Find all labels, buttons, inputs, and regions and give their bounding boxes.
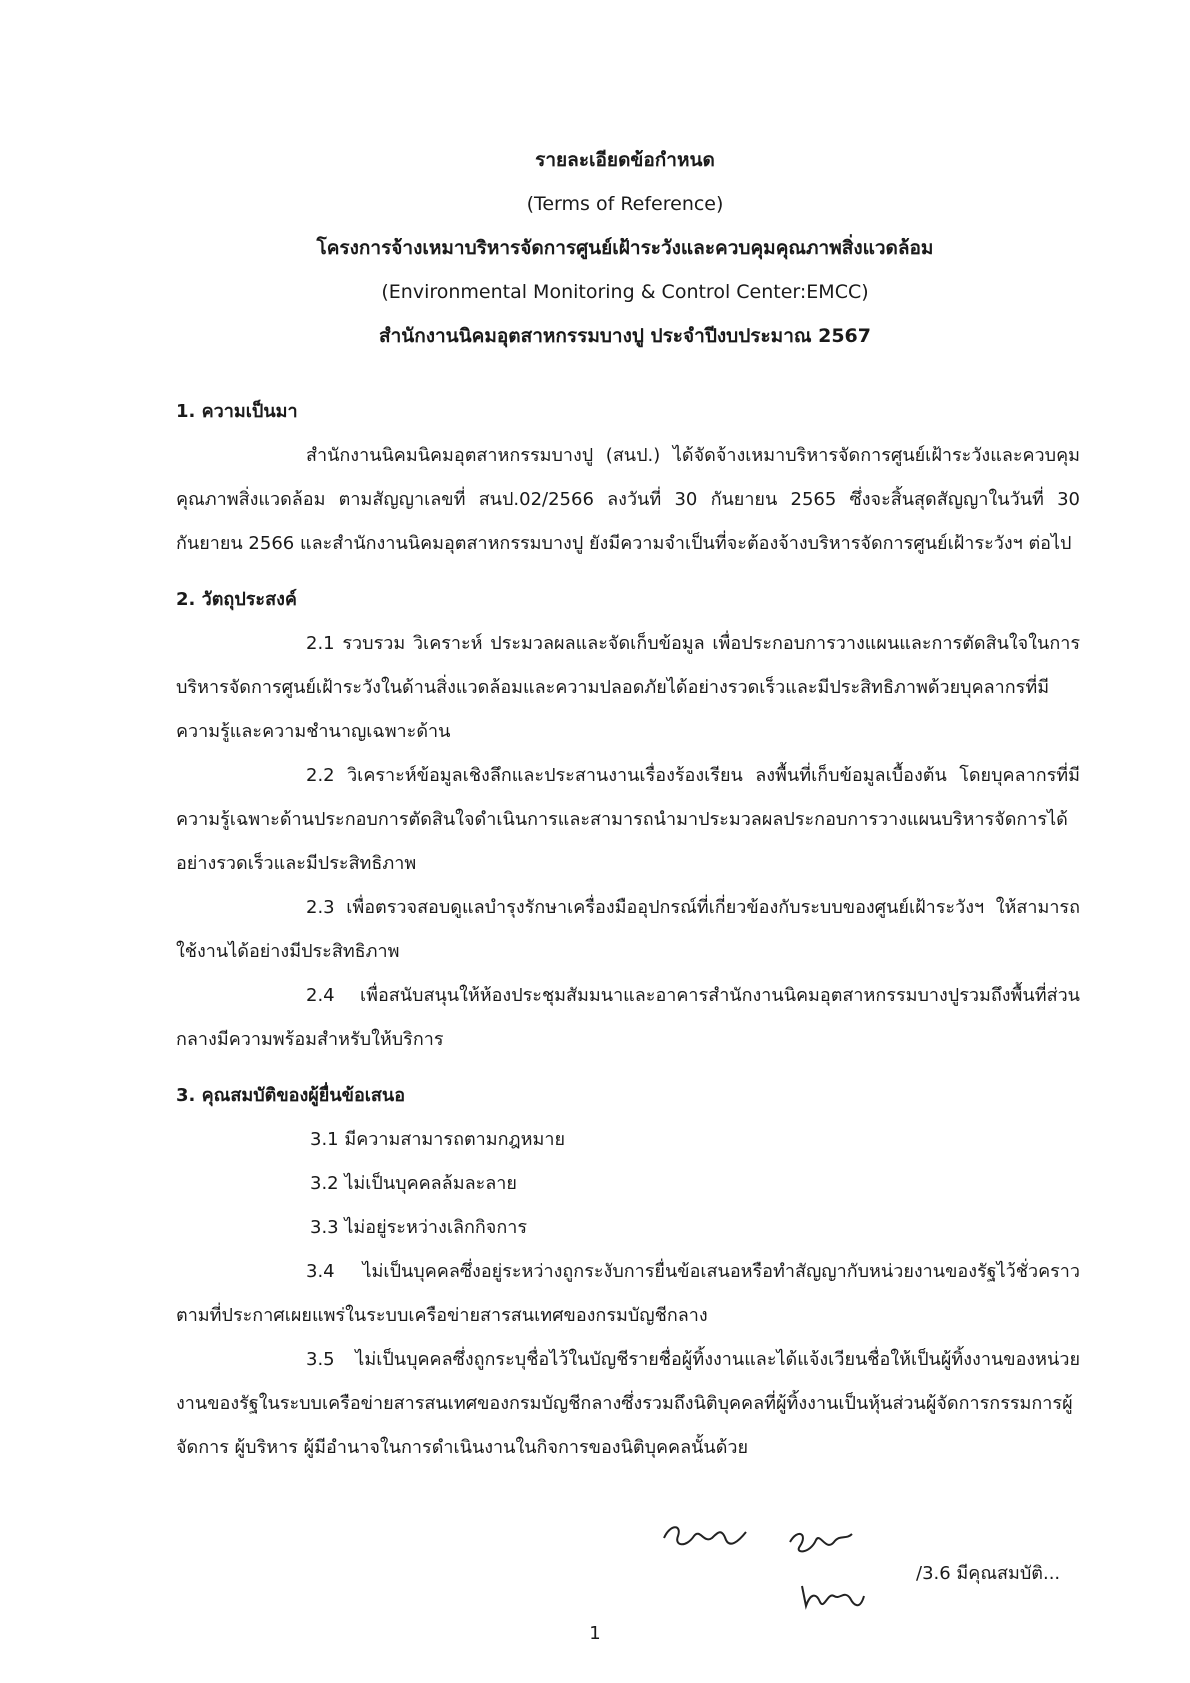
objective-2-4: 2.4 เพื่อสนับสนุนให้ห้องประชุมสัมมนาและอาคารสำนักงานนิคมอุตสาหกรรมบางปูรวมถึงพื้นที่ส่วนกลางมีความพร้อมสำหรับให้บริการ [176, 985, 1080, 1050]
signature-2 [786, 1524, 856, 1569]
office-fiscal-year: สำนักงานนิคมอุตสาหกรรมบางปู ประจำปีงบประมาณ 2567 [378, 325, 872, 347]
objective-2-2: 2.2 วิเคราะห์ข้อมูลเชิงลึกและประสานงานเรื่องร้องเรียน ลงพื้นที่เก็บข้อมูลเบื้องต้น โดยบุคลากรที่มีความรู้เฉพาะด้านประกอบการตัดสินใจดำเนินการและสามารถนำมาประมวลผลประกอบการวางแผนบริหารจัดการได้อย่างรวดเร็วและมีประสิทธิภาพ [176, 765, 1080, 874]
document-title: รายละเอียดข้อกำหนด [535, 149, 715, 171]
section-2-heading: 2. วัตถุประสงค์ [176, 589, 297, 610]
project-name: โครงการจ้างเหมาบริหารจัดการศูนย์เฝ้าระวังและควบคุมคุณภาพสิ่งแวดล้อม [316, 237, 934, 259]
title-block [170, 138, 1080, 358]
section-1-paragraph: สำนักงานนิคมนิคมอุตสาหกรรมบางปู (สนป.) ได้จัดจ้างเหมาบริหารจัดการศูนย์เฝ้าระวังและควบคุมคุณภาพสิ่งแวดล้อม ตามสัญญาเลขที่ สนป.02/2566 ลงวันที่ 30 กันยายน 2565 ซึ่งจะสิ้นสุดสัญญาในวันที่ 30 กันยายน 2566 และสำนักงานนิคมอุตสาหกรรมบางปู ยังมีความจำเป็นที่จะต้องจ้างบริหารจัดการศูนย์เฝ้าระวังฯ ต่อไป [176, 445, 1080, 554]
section-1-heading: 1. ความเป็นมา [176, 401, 298, 422]
qualification-3-3: 3.3 ไม่อยู่ระหว่างเลิกกิจการ [310, 1217, 528, 1238]
objective-2-3: 2.3 เพื่อตรวจสอบดูแลบำรุงรักษาเครื่องมืออุปกรณ์ที่เกี่ยวข้องกับระบบของศูนย์เฝ้าระวังฯ ให้สามารถใช้งานได้อย่างมีประสิทธิภาพ [176, 897, 1080, 962]
qualification-3-4: 3.4 ไม่เป็นบุคคลซึ่งอยู่ระหว่างถูกระงับการยื่นข้อเสนอหรือทำสัญญากับหน่วยงานของรัฐไว้ชั่วคราวตามที่ประกาศเผยแพร่ในระบบเครือข่ายสารสนเทศของกรมบัญชีกลาง [176, 1261, 1080, 1326]
document-subtitle-english: (Terms of Reference) [526, 193, 724, 215]
continued-marker: /3.6 มีคุณสมบัติ... [916, 1563, 1061, 1584]
signature-1 [660, 1518, 750, 1563]
project-name-english: (Environmental Monitoring & Control Center:EMCC) [381, 281, 869, 303]
signature-3 [798, 1576, 868, 1621]
qualification-3-5: 3.5 ไม่เป็นบุคคลซึ่งถูกระบุชื่อไว้ในบัญชีรายชื่อผู้ทิ้งงานและได้แจ้งเวียนชื่อให้เป็นผู้ทิ้งงานของหน่วยงานของรัฐในระบบเครือข่ายสารสนเทศของกรมบัญชีกลางซึ่งรวมถึงนิติบุคคลที่ผู้ทิ้งงานเป็นหุ้นส่วนผู้จัดการกรรมการผู้จัดการ ผู้บริหาร ผู้มีอำนาจในการดำเนินงานในกิจการของนิติบุคคลนั้นด้วย [176, 1349, 1080, 1458]
section-3-heading: 3. คุณสมบัติของผู้ยื่นข้อเสนอ [176, 1085, 406, 1106]
page-number: 1 [589, 1623, 601, 1644]
objective-2-1: 2.1 รวบรวม วิเคราะห์ ประมวลผลและจัดเก็บข้อมูล เพื่อประกอบการวางแผนและการตัดสินใจในการบริหารจัดการศูนย์เฝ้าระวังในด้านสิ่งแวดล้อมและความปลอดภัยได้อย่างรวดเร็วและมีประสิทธิภาพด้วยบุคลากรที่มีความรู้และความชำนาญเฉพาะด้าน [176, 633, 1080, 742]
document-body [176, 390, 1080, 1470]
qualification-3-1: 3.1 มีความสามารถตามกฎหมาย [310, 1129, 565, 1150]
qualification-3-2: 3.2 ไม่เป็นบุคคลล้มละลาย [310, 1173, 517, 1194]
